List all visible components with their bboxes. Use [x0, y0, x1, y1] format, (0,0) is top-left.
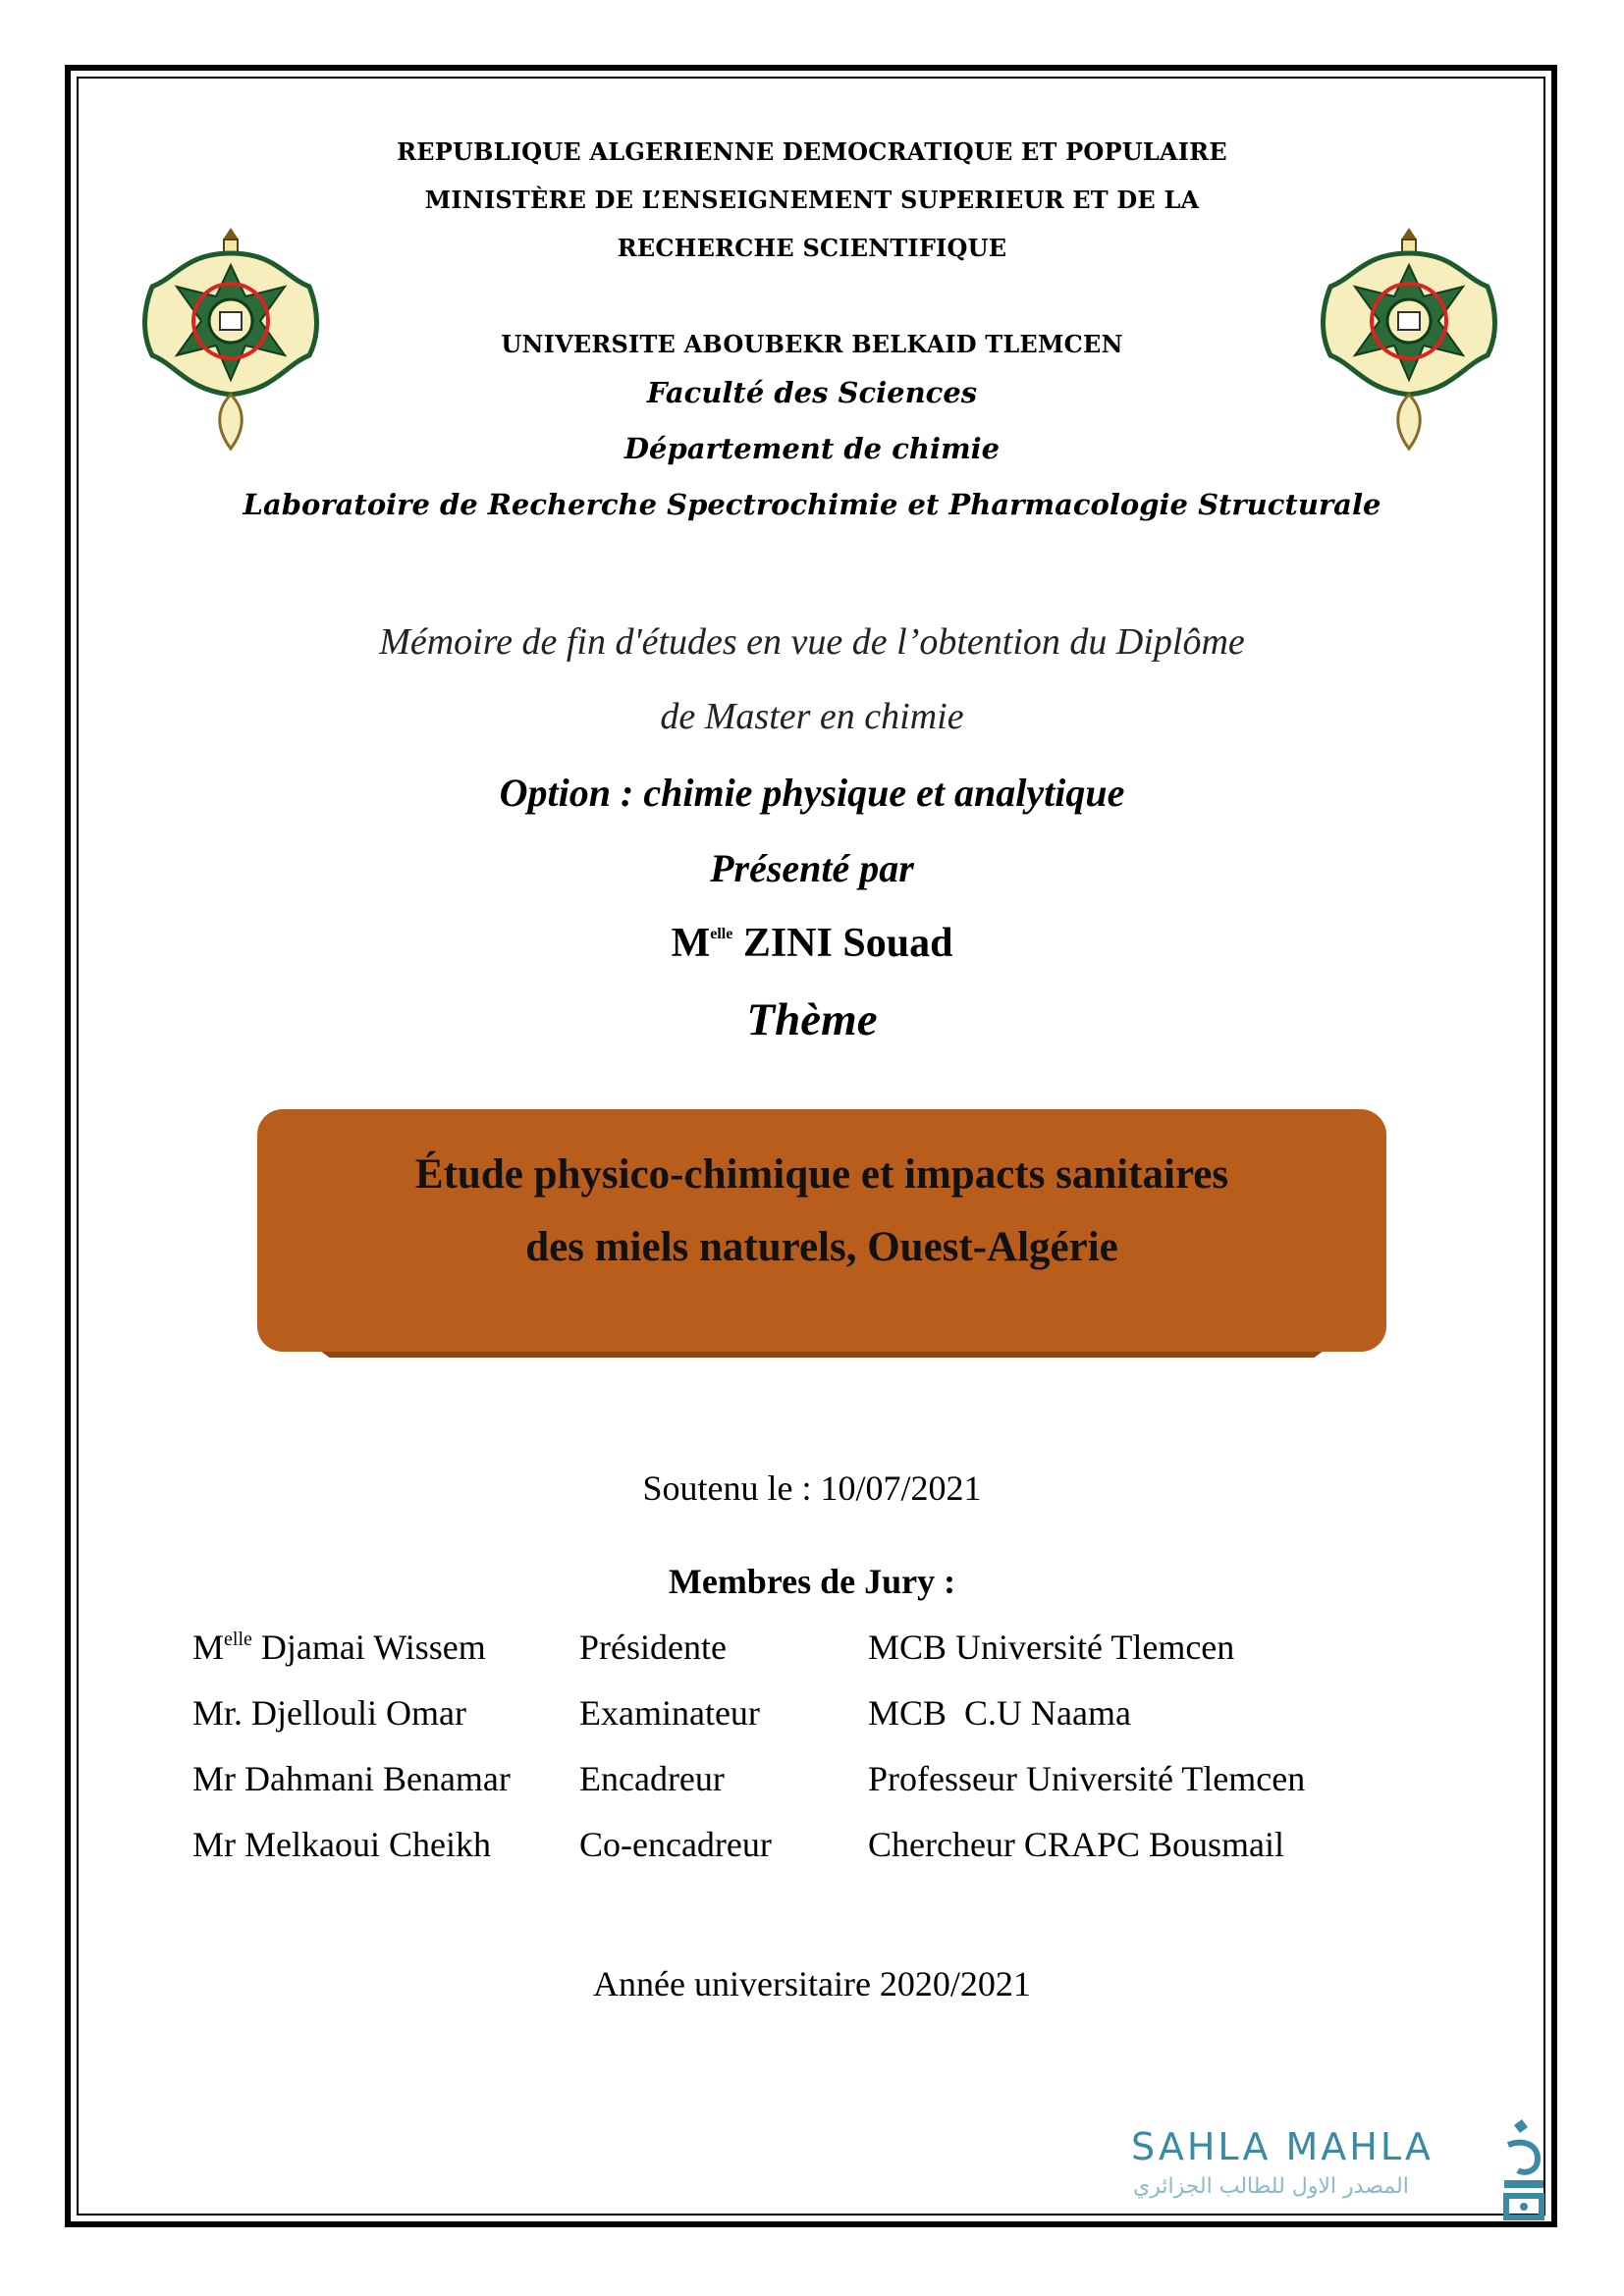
presented-by: Présenté par: [710, 846, 914, 890]
jury-member-name: Mr Melkaoui Cheikh: [192, 1825, 491, 1864]
jury-member-role: Présidente: [579, 1628, 727, 1667]
defense-date: Soutenu le : 10/07/2021: [642, 1468, 982, 1508]
theme-title: [257, 1139, 1386, 1284]
jury-member-role: Encadreur: [579, 1759, 725, 1798]
jury-member-affiliation: Chercheur CRAPC Bousmail: [868, 1825, 1284, 1864]
jury-title: Membres de Jury :: [668, 1562, 956, 1601]
academic-year: Année universitaire 2020/2021: [593, 1964, 1031, 2003]
jury-member-role: Co-encadreur: [579, 1825, 772, 1864]
header-university: UNIVERSITE ABOUBEKR BELKAID TLEMCEN: [501, 330, 1123, 358]
memoire-line2: de Master en chimie: [660, 696, 964, 737]
jury-member-name: Mr Dahmani Benamar: [192, 1759, 511, 1798]
jury-member-name: Mr. Djellouli Omar: [192, 1693, 466, 1733]
watermark-title: SAHLA MAHLA: [1131, 2125, 1434, 2168]
sahla-mahla-watermark: [1119, 2125, 1551, 2223]
watermark-subtitle: المصدر الاول للطالب الجزائري: [1133, 2174, 1409, 2199]
author-name: ZINI Souad: [742, 921, 953, 966]
theme-label: Thème: [746, 994, 878, 1045]
theme-title-box: [257, 1109, 1386, 1352]
header-department: Département de chimie: [623, 432, 1001, 465]
header-ministry-cont: RECHERCHE SCIENTIFIQUE: [617, 234, 1007, 262]
header-laboratory: Laboratoire de Recherche Spectrochimie et Pharmacologie Structurale: [243, 488, 1381, 521]
jury-member-affiliation: Professeur Université Tlemcen: [868, 1759, 1306, 1798]
option-line: Option : chimie physique et analytique: [499, 771, 1125, 815]
author-prefix-sup: elle: [710, 926, 733, 942]
author-name-line: [0, 920, 1624, 967]
jury-member-affiliation: MCB C.U Naama: [868, 1693, 1131, 1733]
memoire-line1: Mémoire de fin d'études en vue de l’obtention du Diplôme: [379, 621, 1245, 663]
jury-member-name: $M^{elle}$ Djamai Wissem: [192, 1628, 486, 1667]
author-prefix: M: [671, 921, 711, 966]
watermark-calligraphy-icon: [1494, 2115, 1553, 2223]
theme-title-line1: Étude physico-chimique et impacts sanitaires: [414, 1151, 1229, 1198]
header-republic: REPUBLIQUE ALGERIENNE DEMOCRATIQUE ET POPULAIRE: [397, 137, 1227, 166]
header-faculty: Faculté des Sciences: [646, 376, 978, 409]
theme-title-line2: des miels naturels, Ouest-Algérie: [525, 1224, 1118, 1270]
jury-member-affiliation: MCB Université Tlemcen: [868, 1628, 1235, 1667]
jury-member-role: Examinateur: [579, 1693, 760, 1733]
header-ministry: MINISTÈRE DE L’ENSEIGNEMENT SUPERIEUR ET DE LA: [424, 186, 1200, 214]
